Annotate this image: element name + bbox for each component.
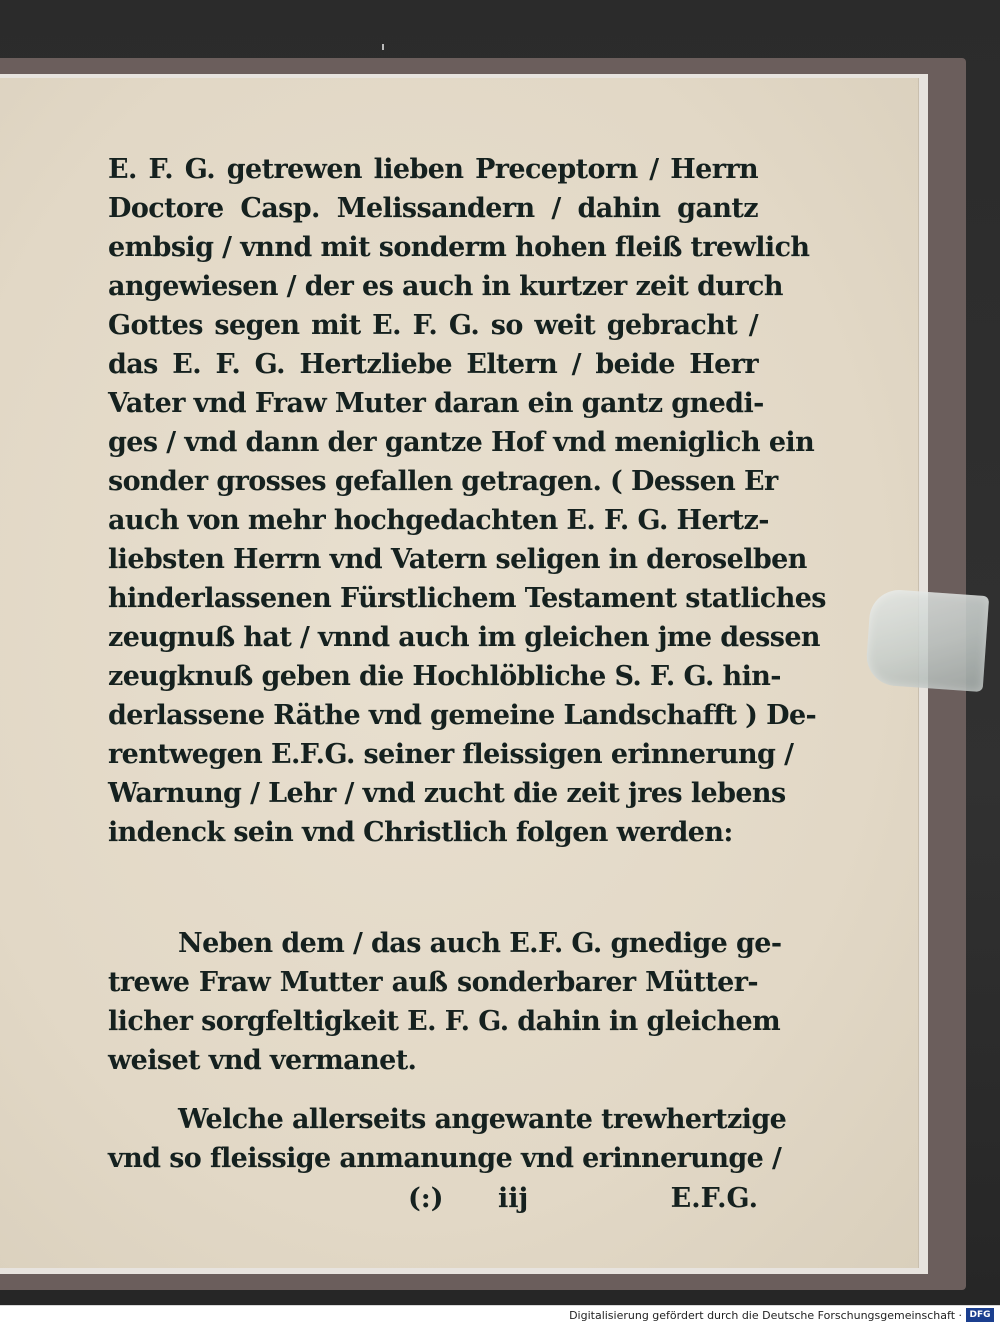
text-line: indenck sein vnd Christlich folgen werden: [108, 817, 733, 848]
paragraph-2 [108, 924, 782, 1080]
text-line: rentwegen E.F.G. seiner fleissigen erinnerung / [108, 739, 794, 770]
text-line: ges / vnd dann der gantze Hof vnd meniglich ein [108, 427, 815, 458]
text-line: zeugknuß geben die Hochlöbliche S. F. G. hin- [108, 661, 781, 692]
text-line: Doctore Casp. Melissandern / dahin gantz [108, 193, 758, 224]
signature-number: iij [498, 1183, 529, 1214]
text-line: sonder grosses gefallen getragen. ( Dessen Er [108, 466, 778, 497]
text-line: Vater vnd Fraw Muter daran ein gantz gnedi- [108, 388, 764, 419]
text-line: vnd so fleissige anmanunge vnd erinnerunge / [108, 1143, 782, 1174]
page-text [108, 150, 826, 1220]
signature-line [108, 1178, 758, 1220]
text-line: auch von mehr hochgedachten E. F. G. Hertz- [108, 505, 769, 536]
paragraph-1 [108, 150, 826, 852]
text-line: E. F. G. getrewen lieben Preceptorn / Herrn [108, 154, 758, 185]
text-line: derlassene Räthe vnd gemeine Landschafft ) De- [108, 700, 817, 731]
text-line: angewiesen / der es auch in kurtzer zeit durch [108, 271, 783, 302]
text-line: licher sorgfeltigkeit E. F. G. dahin in gleichem [108, 1006, 781, 1037]
dfg-logo: DFG [966, 1308, 994, 1322]
scan-mark [382, 44, 384, 50]
text-line: hinderlassenen Fürstlichem Testament statliches [108, 583, 826, 614]
catchword: E.F.G. [670, 1183, 758, 1214]
signature-mark: (:) [408, 1183, 444, 1214]
text-line: liebsten Herrn vnd Vatern seligen in deroselben [108, 544, 807, 575]
text-line: zeugnuß hat / vnnd auch im gleichen jme dessen [108, 622, 820, 653]
text-line: weiset vnd vermanet. [108, 1045, 417, 1076]
text-line: Welche allerseits angewante trewhertzige [178, 1104, 787, 1135]
text-line: Warnung / Lehr / vnd zucht die zeit jres lebens [108, 778, 786, 809]
text-line: das E. F. G. Hertzliebe Eltern / beide Herr [108, 349, 758, 380]
text-line: Neben dem / das auch E.F. G. gnedige ge- [178, 928, 782, 959]
transparent-bookmark-clip [865, 588, 989, 692]
text-line: embsig / vnnd mit sonderm hohen fleiß trewlich [108, 232, 810, 263]
footer-bar [0, 1305, 1000, 1325]
text-line: trewe Fraw Mutter auß sonderbarer Mütter- [108, 967, 758, 998]
funding-credit: Digitalisierung gefördert durch die Deutsche Forschungsgemeinschaft · [569, 1309, 962, 1322]
paragraph-3 [108, 1100, 787, 1178]
text-line: Gottes segen mit E. F. G. so weit gebracht / [108, 310, 758, 341]
